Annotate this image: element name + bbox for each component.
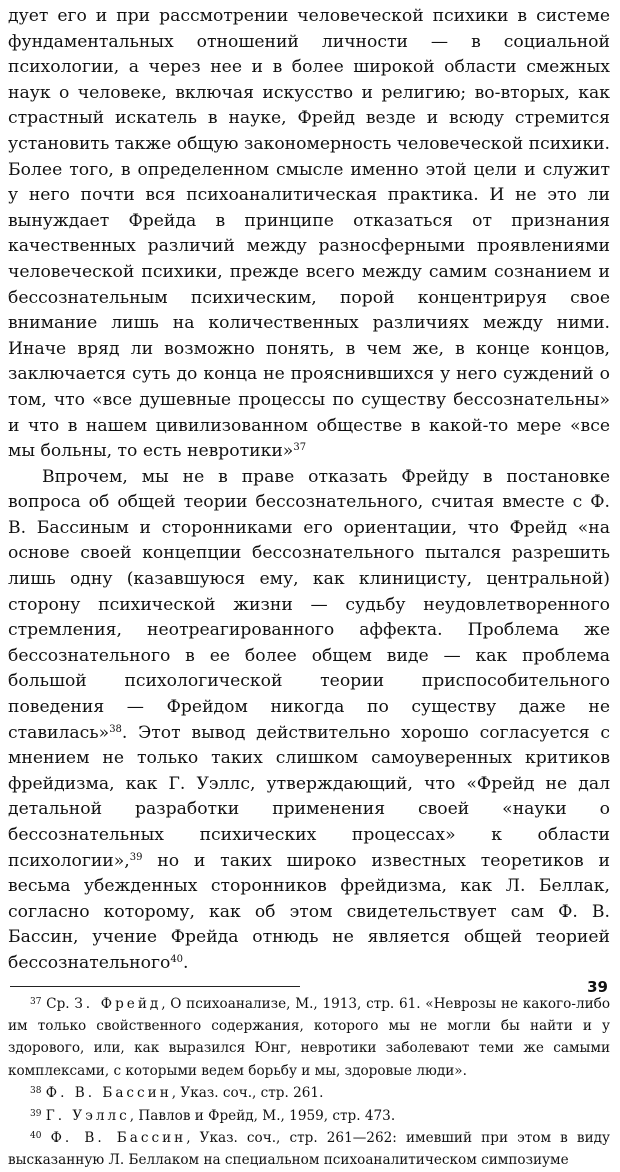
footnote-author: З. Фрейд [74, 995, 162, 1012]
footnote-ref-40: 40 [170, 953, 184, 965]
paragraph-2-text-part-3: но и таких широко известных теоретиков и весьма убежденных сторонников фрейдизма, как Л. Беллак, согласно которому, как об этом свидетельствует сам Ф. В. Бассин, учение Фрейда отнюдь не является общей теорией бессознательного [8, 850, 610, 973]
footnote-37 [8, 993, 610, 1083]
footnote-mark: 39 [30, 1108, 42, 1119]
footnote-mark: 37 [30, 996, 42, 1007]
paragraph-2 [8, 465, 610, 977]
paragraph-2-text-part-2: . Этот вывод действительно хорошо согласуется с мнением не только таких слишком самоуверенных критиков фрейдизма, как Г. Уэллс, утверждающий, что «Фрейд не дал детальной разработки применения своей «науки о бессознательных психических процессах» к области психологии», [8, 722, 610, 871]
paragraph-2-text-part-4: . [183, 952, 189, 973]
footnotes [8, 993, 610, 1172]
footnote-author: Ф. В. Бассин [45, 1085, 172, 1102]
footnote-text: , Указ. соч., стр. 261. [171, 1085, 324, 1102]
footnote-text: , Павлов и Фрейд, М., 1959, стр. 473. [129, 1107, 396, 1124]
paragraph-1 [8, 4, 610, 465]
footnote-author: Ф. В. Бассин [50, 1130, 187, 1146]
footnote-prefix: Ср. [46, 995, 75, 1012]
footnote-mark: 40 [30, 1131, 42, 1141]
footnote-39 [8, 1105, 610, 1127]
footnote-38 [8, 1082, 610, 1104]
page-number: 39 [587, 978, 608, 996]
footnote-author: Г. Уэллс [45, 1107, 130, 1124]
footnote-text: , Указ. соч., стр. 261—262: имевший при этом в виду высказанную Л. Беллаком на специальном психоаналитическом симпозиуме [8, 1130, 611, 1169]
main-text [8, 4, 610, 977]
footnote-divider [10, 986, 300, 987]
paragraph-1-text: дует его и при рассмотрении человеческой психики в системе фундаментальных отношений личности — в социальной психологии, а через нее и в более широкой области смежных наук о человеке, включая искусство и религию; во-вторых, как страстный искатель в науке, Фрейд везде и всюду стремится установить также общую закономерность человеческой психики. Более того, в определенном смысле именно этой цели и служит у него почти вся психоаналитическая практика. И не это ли вынуждает Фрейда в принципе отказаться от признания качественных различий между разносферными проявлениями человеческой психики, прежде всего между самим сознанием и бессознательным психическим, порой концентрируя свое внимание лишь на количественных различиях между ними. Иначе вряд ли возможно понять, в чем же, в конце концов, заключается суть до конца не прояснившихся у него суждений о том, что «все душевные процессы по существу бессознательны» и что в нашем цивилизованном обществе в какой-то мере «все мы больны, то есть невротики» [8, 6, 610, 462]
footnote-ref-38: 38 [109, 723, 122, 735]
paragraph-2-text-part-1: Впрочем, мы не в праве отказать Фрейду в постановке вопроса об общей теории бессознательного, считая вместе с Ф. В. Бассиным и сторонниками его ориентации, что Фрейд «на основе своей концепции бессознательного пытался разрешить лишь одну (казавшуюся ему, как клиницисту, центральной) сторону психической жизни — судьбу неудовлетворенного стремления, неотреагированного аффекта. Проблема же бессознательного в ее более общем виде — как проблема большой психологической теории приспособительного поведения — Фрейдом никогда по существу даже не ставилась» [8, 466, 610, 743]
footnote-ref-39: 39 [129, 851, 143, 863]
footnote-mark: 38 [30, 1086, 42, 1097]
footnote-ref-37: 37 [293, 442, 307, 454]
footnote-40 [8, 1127, 610, 1172]
footnote-text: , О психоанализе, М., 1913, стр. 61. «Неврозы не какого-либо им только свойственного содержания, которого мы не могли бы найти и у здорового, или, как выразился Юнг, невротики заболевают теми же самыми комплексами, с которыми ведем борьбу и мы, здоровые люди». [8, 995, 611, 1079]
